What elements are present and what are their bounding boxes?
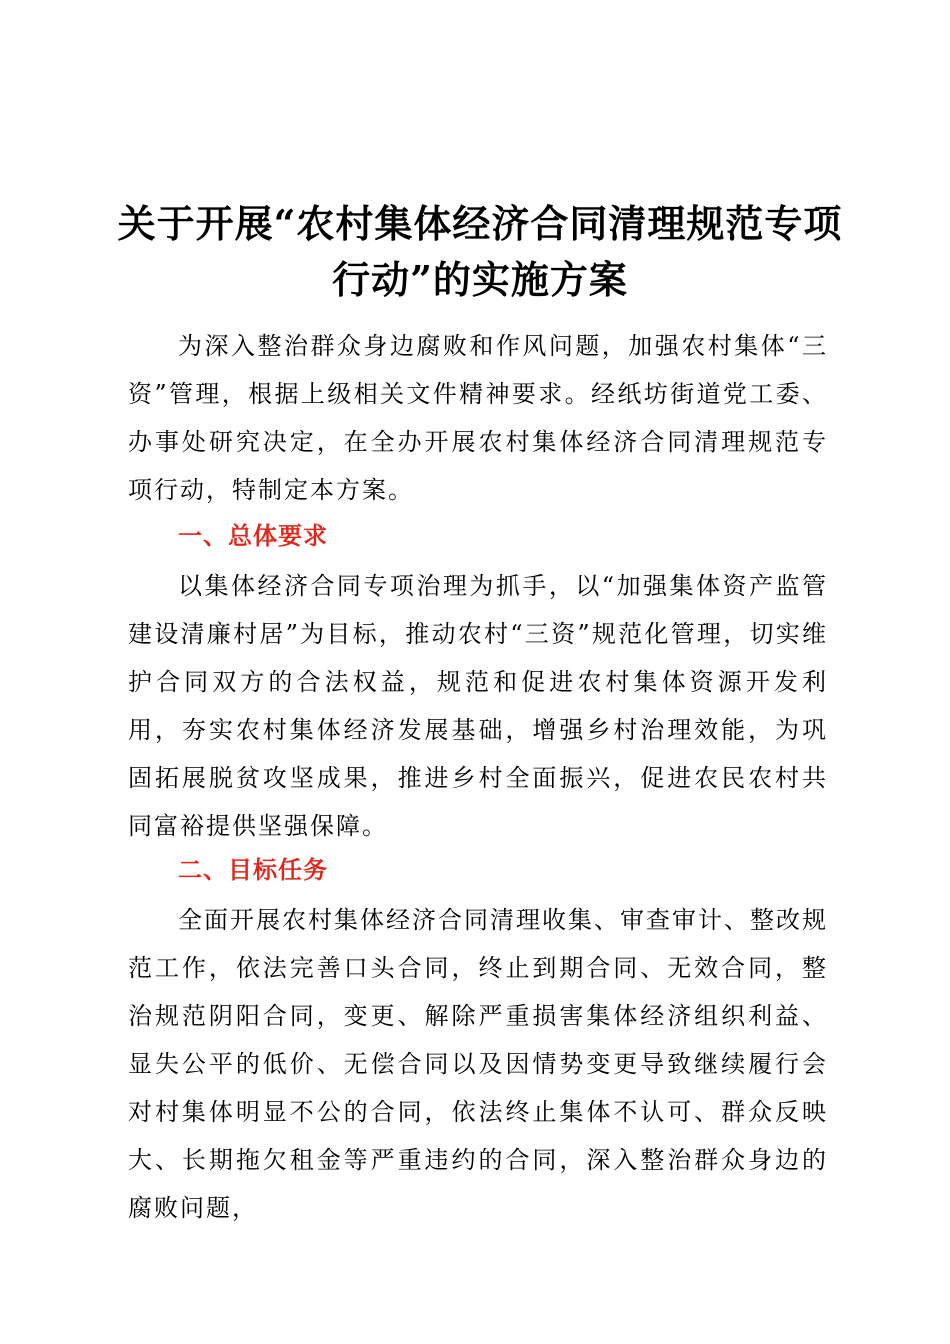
section-heading-target-tasks: 二、目标任务 <box>178 856 328 884</box>
intro-paragraph: 为深入整治群众身边腐败和作风问题，加强农村集体“三资”管理，根据上级相关文件精神要求。经纸坊街道党工委、办事处研究决定，在全办开展农村集体经济合同清理规范专项行动，特制定本方案。 <box>128 332 828 504</box>
document-title: 关于开展“农村集体经济合同清理规范专项行动”的实施方案 <box>117 201 843 302</box>
section-paragraph-target-tasks: 全面开展农村集体经济合同清理收集、审查审计、整改规范工作，依法完善口头合同，终止到期合同、无效合同，整治规范阴阳合同，变更、解除严重损害集体经济组织利益、显失公平的低价、无偿合同以及因情势变更导致继续履行会对村集体明显不公的合同，依法终止集体不认可、群众反映大、长期拖欠租金等严重违约的合同，深入整治群众身边的腐败问题， <box>128 906 828 1222</box>
section-heading-general-requirements: 一、总体要求 <box>178 522 328 550</box>
section-paragraph-general-requirements: 以集体经济合同专项治理为抓手，以“加强集体资产监管建设清廉村居”为目标，推动农村“三资”规范化管理，切实维护合同双方的合法权益，规范和促进农村集体资源开发利用，夯实农村集体经济发展基础，增强乡村治理效能，为巩固拓展脱贫攻坚成果，推进乡村全面振兴，促进农民农村共同富裕提供坚强保障。 <box>128 572 828 840</box>
